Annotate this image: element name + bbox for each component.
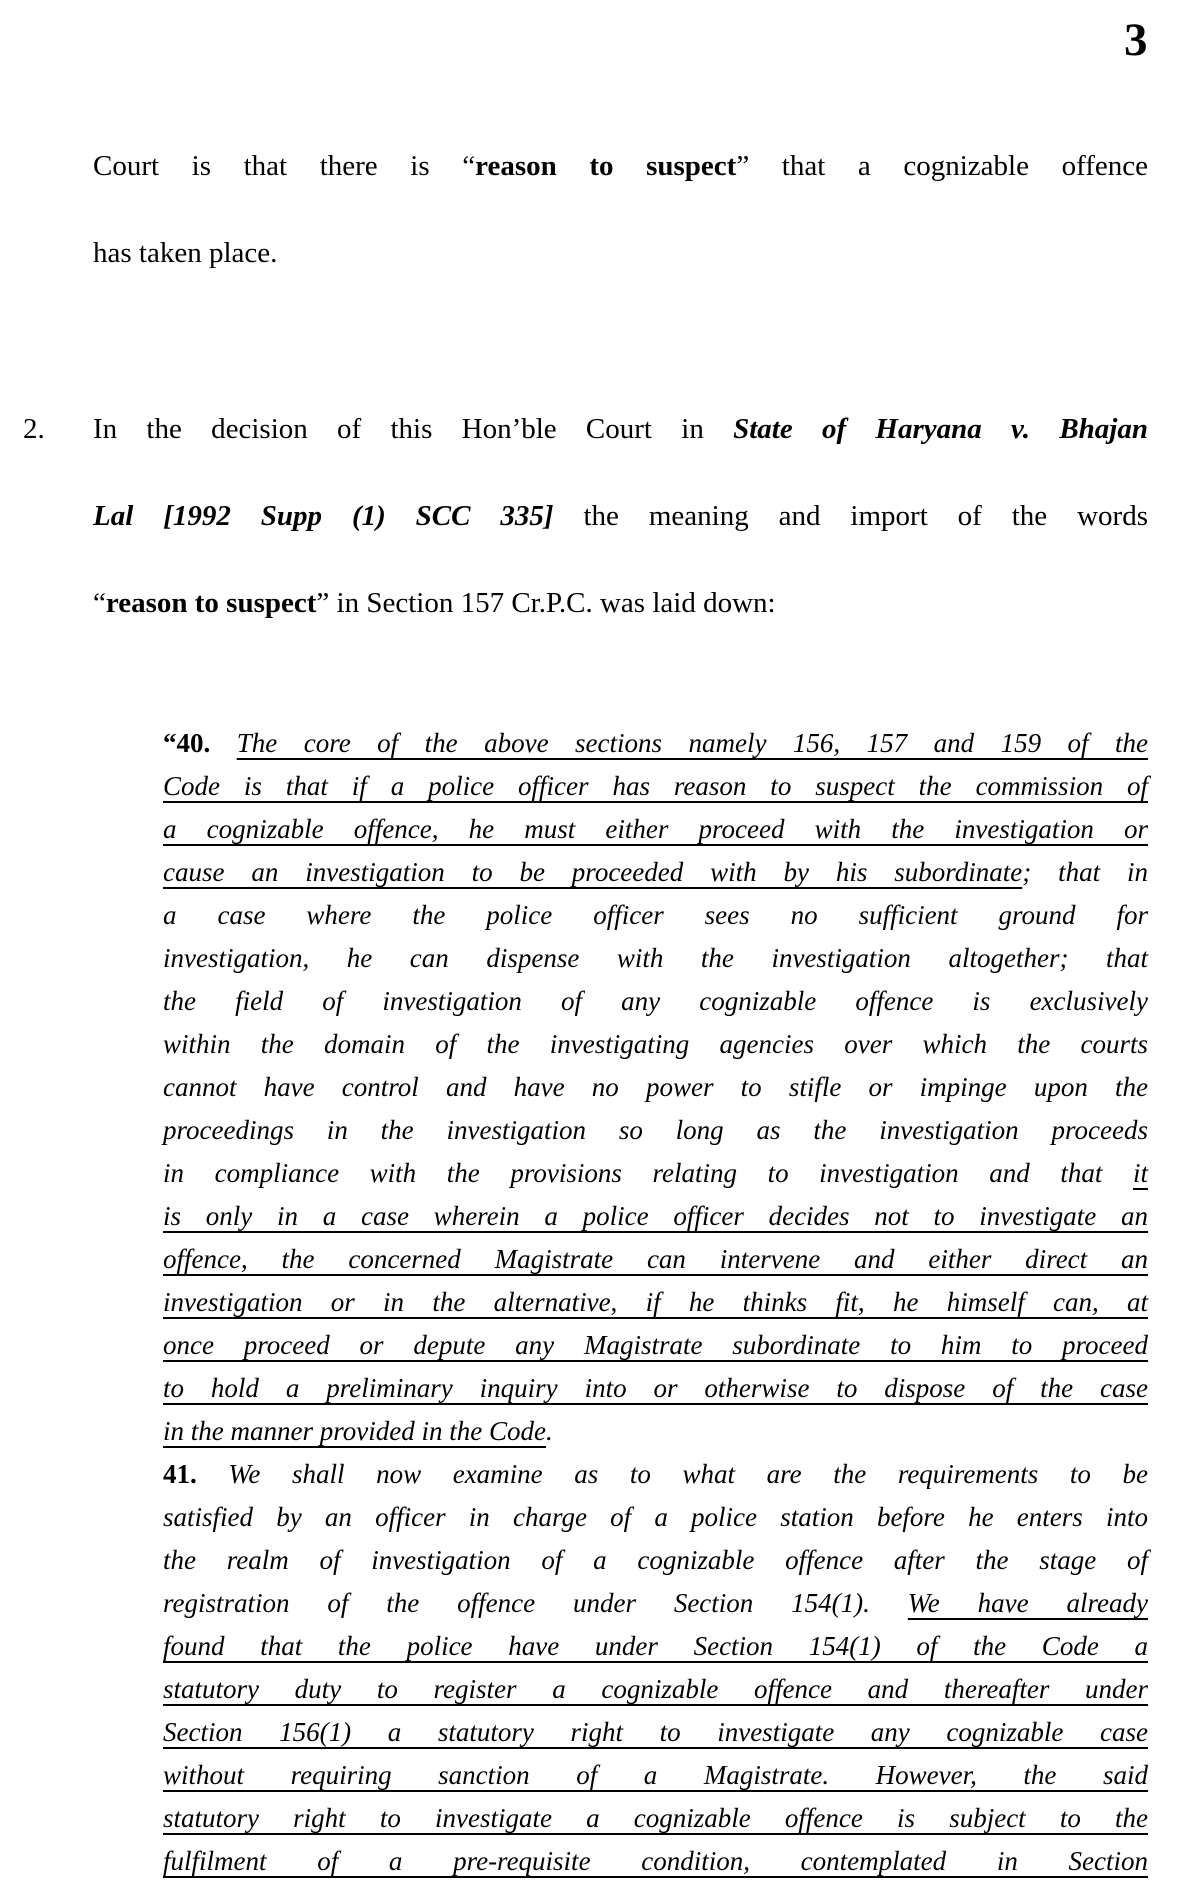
text-line xyxy=(93,386,1148,473)
text-segment: offence, the concerned Magistrate can intervene and either direct an xyxy=(163,1244,1148,1274)
text-segment: investigation, he can dispense with the investigation altogether; that xyxy=(163,943,1148,973)
intro-paragraph xyxy=(93,123,1148,297)
text-line xyxy=(163,980,1148,1023)
text-line xyxy=(163,1367,1148,1410)
text-line xyxy=(163,722,1148,765)
text-segment: We shall now examine as to what are the requirements to be xyxy=(196,1459,1148,1489)
text-line xyxy=(163,1238,1148,1281)
text-line xyxy=(163,1625,1148,1668)
text-segment: ” in Section 157 Cr.P.C. was laid down: xyxy=(316,587,776,619)
text-segment: ; that in xyxy=(1022,857,1148,887)
paragraph-number: 2. xyxy=(23,413,45,445)
text-segment: Code is that if a police officer has reason to suspect the commission of xyxy=(163,771,1148,801)
text-segment: is only in a case wherein a police officer decides not to investigate an xyxy=(163,1201,1148,1231)
text-line xyxy=(163,1152,1148,1195)
text-segment: cause an investigation to be proceeded with by his subordinate xyxy=(163,857,1023,887)
text-segment: In the decision of this Hon’ble Court in xyxy=(93,413,734,445)
text-segment: We have already xyxy=(907,1588,1148,1618)
text-segment: cannot have control and have no power to stifle or impinge upon the xyxy=(163,1072,1148,1102)
text-segment: Court is that there is “ xyxy=(93,150,476,182)
text-segment: the field of investigation of any cognizable offence is exclusively xyxy=(163,986,1148,1016)
text-line xyxy=(163,1668,1148,1711)
text-segment: has taken place. xyxy=(93,237,278,269)
text-line xyxy=(163,1539,1148,1582)
text-line xyxy=(93,123,1148,210)
text-line xyxy=(163,1109,1148,1152)
text-segment: reason to suspect xyxy=(105,587,317,619)
text-segment: . xyxy=(545,1416,553,1446)
numbered-paragraph-2-text xyxy=(93,386,1148,647)
text-segment: ” that a cognizable offence xyxy=(736,150,1148,182)
text-line xyxy=(163,1453,1148,1496)
text-line xyxy=(163,1797,1148,1840)
text-segment: found that the police have under Section 154(1) of the Code a xyxy=(163,1631,1148,1661)
text-line xyxy=(93,210,1148,297)
text-line xyxy=(163,1195,1148,1238)
text-segment: registration of the offence under Section 154(1). xyxy=(163,1588,908,1618)
text-line xyxy=(93,473,1148,560)
text-line xyxy=(163,1281,1148,1324)
text-line xyxy=(163,1711,1148,1754)
text-line xyxy=(163,937,1148,980)
page-number: 3 xyxy=(1124,14,1148,66)
quotation-block xyxy=(163,722,1148,1883)
text-line xyxy=(163,894,1148,937)
text-segment: “40. xyxy=(163,728,237,758)
text-line xyxy=(163,1582,1148,1625)
text-segment: statutory right to investigate a cognizable offence is subject to the xyxy=(163,1803,1148,1833)
text-segment: in the manner provided in the Code xyxy=(163,1416,546,1446)
text-segment: reason to suspect xyxy=(475,150,737,182)
text-segment: a case where the police officer sees no sufficient ground for xyxy=(163,900,1148,930)
text-segment: 41. xyxy=(163,1459,197,1489)
text-segment: State of Haryana v. Bhajan xyxy=(733,413,1148,445)
text-segment: statutory duty to register a cognizable offence and thereafter under xyxy=(163,1674,1148,1704)
text-segment: it xyxy=(1132,1158,1148,1188)
text-line xyxy=(163,1410,1148,1453)
text-segment: to hold a preliminary inquiry into or otherwise to dispose of the case xyxy=(163,1373,1148,1403)
text-segment: satisfied by an officer in charge of a police station before he enters into xyxy=(163,1502,1148,1532)
text-line xyxy=(163,765,1148,808)
text-line xyxy=(163,851,1148,894)
text-line xyxy=(163,1324,1148,1367)
text-segment: Lal [1992 Supp (1) SCC 335] xyxy=(93,500,554,532)
text-segment: a cognizable offence, he must either proceed with the investigation or xyxy=(163,814,1148,844)
text-line xyxy=(163,1496,1148,1539)
text-segment: proceedings in the investigation so long as the investigation proceeds xyxy=(163,1115,1148,1145)
text-segment: investigation or in the alternative, if he thinks fit, he himself can, at xyxy=(163,1287,1148,1317)
text-line xyxy=(163,1023,1148,1066)
text-line xyxy=(163,808,1148,851)
text-segment: the realm of investigation of a cognizable offence after the stage of xyxy=(163,1545,1148,1575)
text-line xyxy=(163,1066,1148,1109)
text-segment: the meaning and import of the words xyxy=(553,500,1148,532)
text-segment: once proceed or depute any Magistrate subordinate to him to proceed xyxy=(163,1330,1148,1360)
text-line xyxy=(93,560,1148,647)
text-segment: fulfilment of a pre-requisite condition, contemplated in Section xyxy=(163,1846,1148,1876)
text-segment: without requiring sanction of a Magistrate. However, the said xyxy=(163,1760,1148,1790)
text-line xyxy=(163,1840,1148,1883)
text-segment: “ xyxy=(93,587,106,619)
text-segment: within the domain of the investigating agencies over which the courts xyxy=(163,1029,1148,1059)
text-segment: The core of the above sections namely 156, 157 and 159 of the xyxy=(236,728,1149,758)
text-line xyxy=(163,1754,1148,1797)
numbered-paragraph-2 xyxy=(23,386,1148,647)
text-segment: in compliance with the provisions relating to investigation and that xyxy=(163,1158,1133,1188)
text-segment: Section 156(1) a statutory right to investigate any cognizable case xyxy=(163,1717,1148,1747)
